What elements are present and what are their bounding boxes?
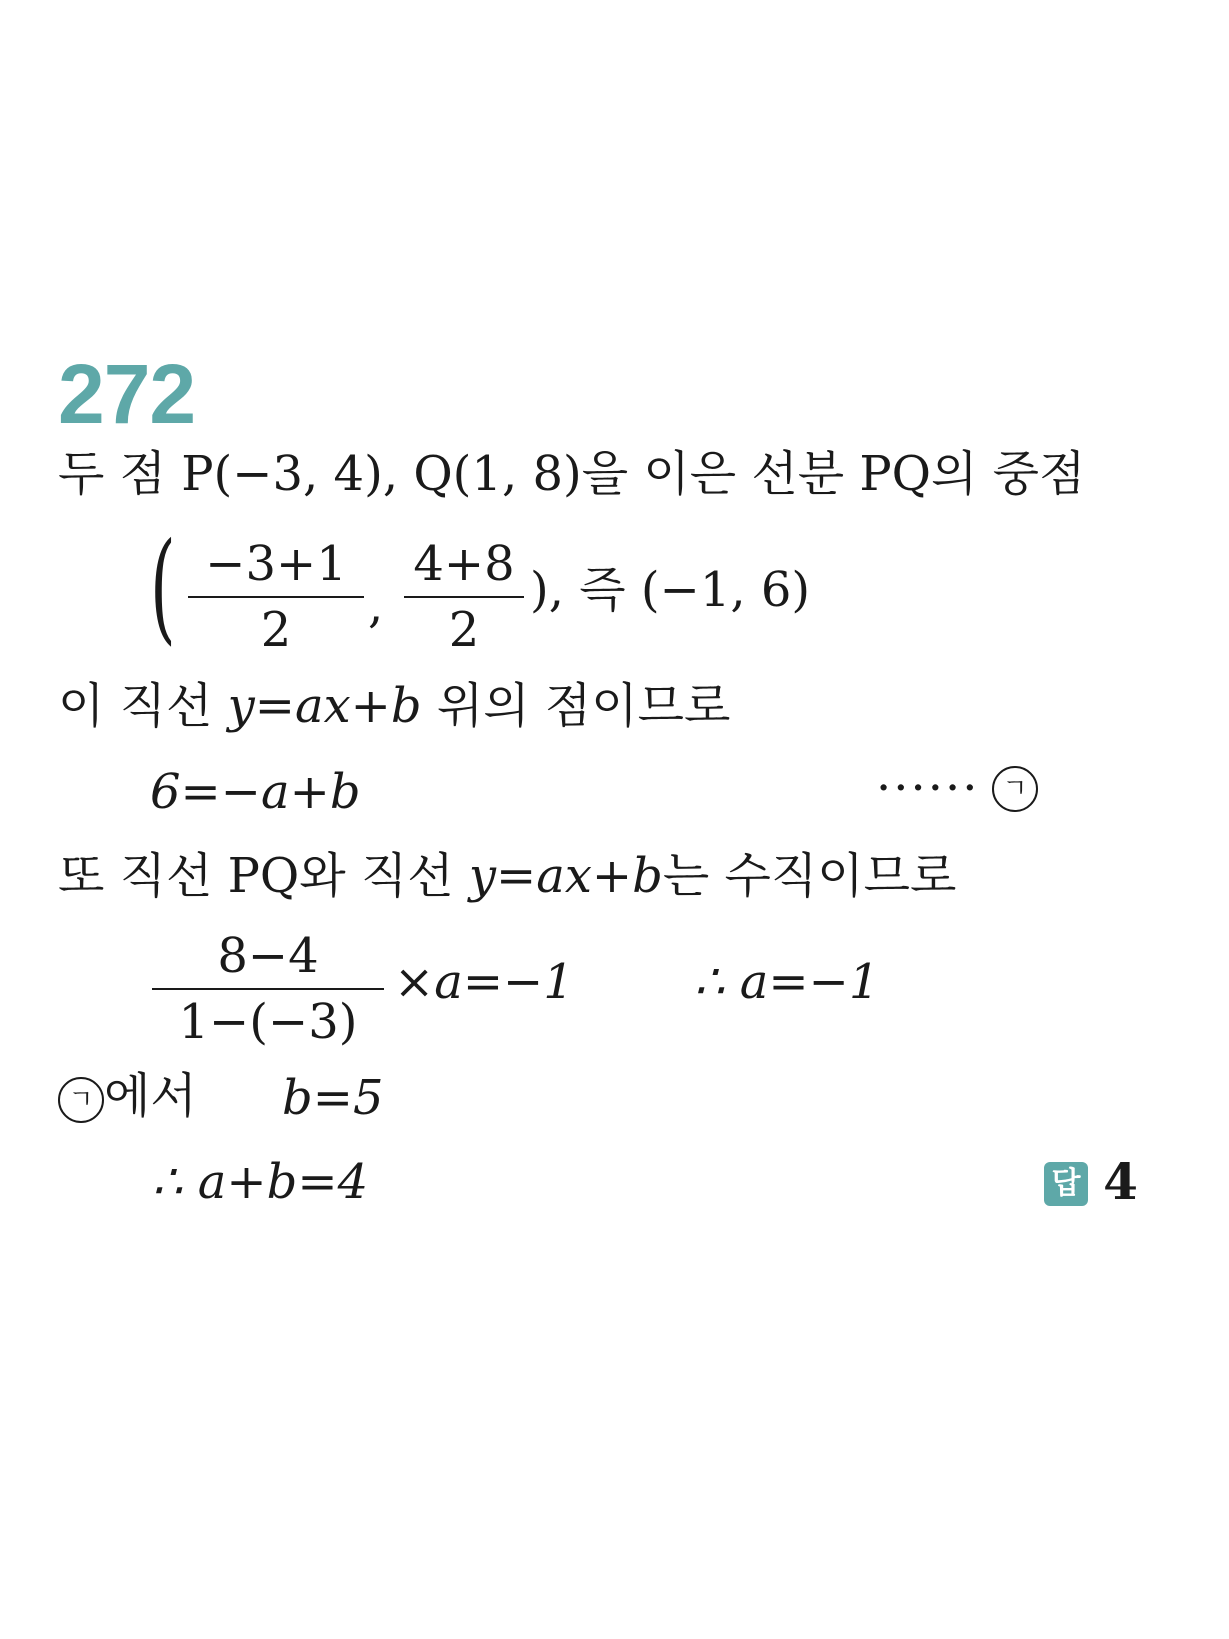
- answer: [1044, 1152, 1138, 1211]
- solution-line-5: [58, 848, 957, 904]
- line3-equation: y=ax+b: [227, 678, 422, 734]
- midpoint-x-fraction: [188, 536, 364, 658]
- line7-equation: b=5: [282, 1070, 384, 1126]
- slope-conclusion: ∴ a=−1: [694, 954, 880, 1010]
- line5-equation: y=ax+b: [468, 848, 663, 904]
- line3-prefix: 이 직선: [58, 678, 228, 734]
- equation-1-mark: [992, 766, 1038, 812]
- midpoint-comma: ,: [368, 578, 384, 634]
- midpoint-y-numerator: 4+8: [413, 536, 515, 592]
- midpoint-y-fraction: [404, 536, 524, 658]
- solution-line-3: [58, 678, 731, 734]
- line7-text: 에서: [104, 1068, 197, 1124]
- circled-giyeok-icon: ㄱ: [58, 1077, 104, 1123]
- line5-prefix: 또 직선 PQ와 직선: [58, 848, 469, 904]
- midpoint-x-numerator: −3+1: [205, 536, 347, 592]
- answer-value: 4: [1103, 1152, 1138, 1211]
- line5-suffix: 는 수직이므로: [662, 848, 957, 904]
- slope-fraction: [152, 928, 384, 1050]
- line3-suffix: 위의 점이므로: [421, 678, 731, 734]
- left-paren: (: [150, 518, 176, 657]
- slope-numerator: 8−4: [217, 928, 319, 984]
- final-result: ∴ a+b=4: [152, 1154, 369, 1210]
- answer-label: 답: [1044, 1162, 1088, 1206]
- midpoint-y-denominator: 2: [448, 602, 480, 658]
- slope-equation-rest: ×a=−1: [394, 954, 574, 1010]
- solution-line-7: [58, 1068, 197, 1124]
- equation-1: 6=−a+b: [150, 764, 361, 820]
- circled-giyeok-icon: ㄱ: [992, 766, 1038, 812]
- equation-1-dots: ······: [876, 760, 980, 816]
- midpoint-result: ), 즉 (−1, 6): [530, 562, 811, 618]
- solution-line-1: 두 점 P(−3, 4), Q(1, 8)을 이은 선분 PQ의 중점: [58, 446, 1086, 502]
- midpoint-x-denominator: 2: [260, 602, 292, 658]
- slope-denominator: 1−(−3): [178, 994, 358, 1050]
- problem-number: 272: [58, 347, 196, 441]
